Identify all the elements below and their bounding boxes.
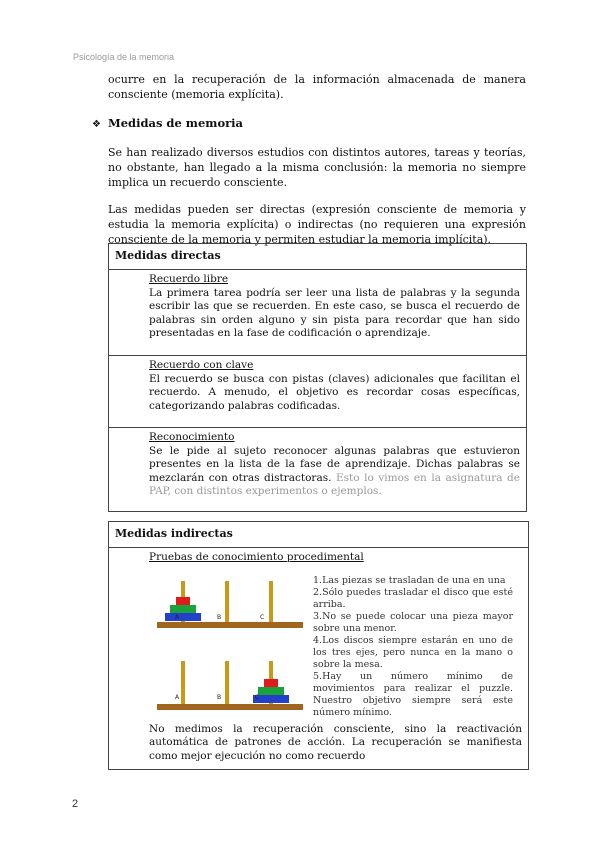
item-title: Reconocimiento — [149, 431, 235, 443]
disk-red-bottom — [264, 679, 278, 687]
section-heading — [92, 116, 243, 130]
diamond-bullet-icon: ❖ — [92, 119, 101, 130]
direct-measures-table — [108, 243, 527, 512]
direct-measures-title: Medidas directas — [109, 244, 527, 270]
item-free-recall — [109, 270, 527, 356]
indirect-measures-title: Medidas indirectas — [109, 522, 529, 548]
indirect-measures-table — [108, 521, 529, 770]
item-title: Recuerdo libre — [149, 273, 229, 285]
peg-label-c-top: C — [260, 613, 265, 621]
rule-item: 2.Sólo puedes trasladar el disco que esté arriba. — [313, 586, 513, 610]
disk-blue-top — [165, 613, 201, 621]
disk-red-top — [176, 597, 190, 605]
peg-label-a-top: A — [175, 613, 180, 621]
base-bottom — [157, 704, 303, 710]
item-cued-recall — [109, 356, 527, 428]
item-recognition — [109, 428, 527, 512]
hanoi-figure — [149, 569, 522, 719]
peg-label-a-bottom: A — [175, 693, 180, 701]
conclusion-text: No medimos la recuperación consciente, sino la reactivación automática de patrones de acción. La recuperación se manifiesta como mejor ejecución no como recuerdo — [149, 722, 522, 762]
peg-a-bottom — [181, 661, 185, 705]
item-text: La primera tarea podría ser leer una lista de palabras y la segunda escribir las que se recuerden. En este caso, se busca el recuerdo de palabras sin orden alguno y sin pista para recordar que han sido presentadas en la fase de codificación o aprendizaje. — [149, 286, 520, 339]
running-header: Psicología de la memoria — [73, 52, 175, 62]
section-heading-text: Medidas de memoria — [108, 116, 243, 130]
paragraph-measures: Las medidas pueden ser directas (expresión consciente de memoria y estudia la memoria explícita) o indirectas (no requieren una expresión consciente de la memoria y permiten estudiar la memoria implícita). — [108, 203, 526, 246]
rule-item: 3.No se puede colocar una pieza mayor sobre una menor. — [313, 610, 513, 634]
rule-item: 1.Las piezas se trasladan de una en una — [313, 574, 506, 586]
intro-paragraph: ocurre en la recuperación de la información almacenada de manera consciente (memoria explícita). — [108, 73, 526, 101]
procedural-subtitle: Pruebas de conocimiento procedimental — [149, 551, 364, 563]
disk-green-bottom — [258, 687, 284, 695]
hanoi-towers-illustration — [149, 569, 309, 719]
disk-green-top — [170, 605, 196, 613]
procedural-knowledge-cell — [109, 548, 529, 770]
base-top — [157, 622, 303, 628]
peg-label-c-bottom: C — [255, 693, 260, 701]
item-text: Se le pide al sujeto reconocer algunas palabras que estuvieron presentes en la lista de la fase de aprendizaje. Dichas palabras se mezclarán con otras distractoras. — [149, 444, 520, 484]
peg-c-top — [269, 581, 273, 623]
item-title: Recuerdo con clave — [149, 359, 254, 371]
rule-item: 5.Hay un número mínimo de movimientos para realizar el puzzle. Nuestro objetivo siempre será este número mínimo. — [313, 670, 513, 718]
rule-item: 4.Los discos siempre estarán en uno de los tres ejes, pero nunca en la mano o sobre la mesa. — [313, 634, 513, 670]
item-note: Esto lo vimos en la asignatura de PAP, con distintos experimentos o ejemplos. — [149, 471, 520, 497]
peg-label-b-top: B — [217, 613, 222, 621]
item-text: El recuerdo se busca con pistas (claves) adicionales que facilitan el recuerdo. A menudo, el objetivo es recordar cosas específicas, categorizando palabras codificadas. — [149, 372, 520, 412]
paragraph-studies: Se han realizado diversos estudios con distintos autores, tareas y teorías, no obstante, han llegado a la misma conclusión: la memoria no siempre implica un recuerdo consciente. — [108, 146, 526, 189]
peg-b-top — [225, 581, 229, 623]
page-number: 2 — [72, 798, 79, 810]
peg-b-bottom — [225, 661, 229, 705]
puzzle-rules-list — [313, 575, 513, 719]
peg-label-b-bottom: B — [217, 693, 222, 701]
